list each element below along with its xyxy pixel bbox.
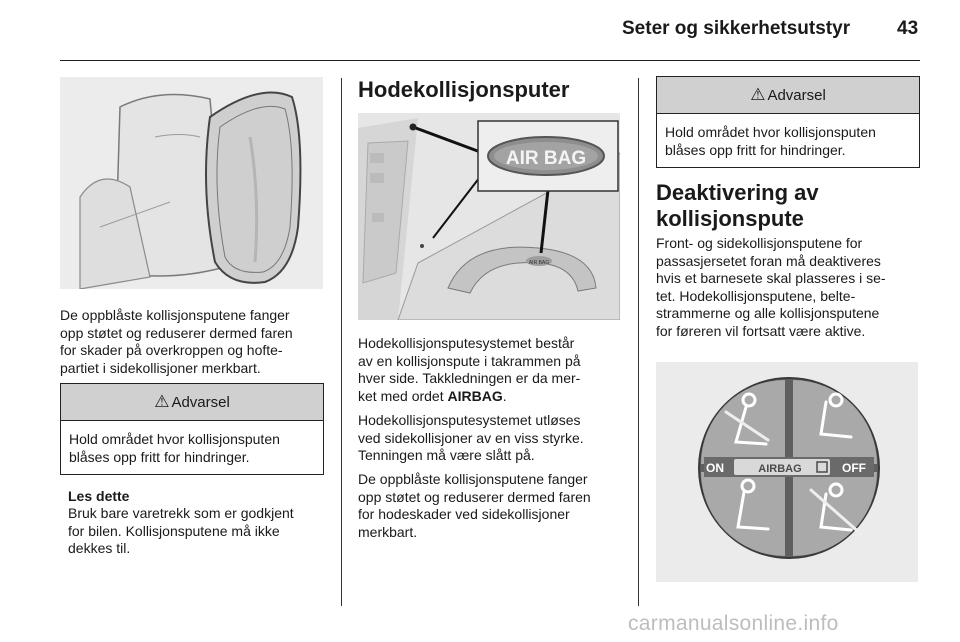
col1-warning-box xyxy=(60,383,324,475)
small-airbag-label: AIR BAG xyxy=(528,260,550,266)
switch-on-label: ON xyxy=(706,461,724,475)
note-title: Les dette xyxy=(68,488,130,504)
head-airbag-heading: Hodekollisjonsputer xyxy=(358,77,570,102)
col2-paragraph-2: Hodekollisjonsputesystemet utløses ved sidekollisjoner av en viss styrke. Tenningen må være slått på. xyxy=(358,412,584,463)
page-header-title: Seter og sikkerhetsutstyr xyxy=(622,18,851,39)
warning-header xyxy=(61,384,323,421)
airbag-switch-figure xyxy=(656,362,918,582)
col2-paragraph-3: De oppblåste kollisjonsputene fanger opp støtet og reduserer dermed faren for hodeskader ved sidekollisjoner merkbart. xyxy=(358,471,591,540)
note-text: Bruk bare varetrekk som er godkjent for bilen. Kollisjonsputene må ikke dekkes til. xyxy=(68,505,294,556)
page-number: 43 xyxy=(897,18,919,39)
header-rule xyxy=(60,60,920,61)
side-airbag-figure xyxy=(60,77,323,289)
col2-paragraph-1: Hodekollisjonsputesystemet består av en kollisjonspute i takrammen på hver side. Takkledningen er da mer- ket med ordet AIRBAG. xyxy=(358,335,581,404)
warning-icon: ⚠ xyxy=(750,85,766,104)
warning-header xyxy=(657,77,919,114)
warning-title: Advarsel xyxy=(767,86,826,104)
warning-text: Hold området hvor kollisjonsputen blåses opp fritt for hindringer. xyxy=(665,124,876,158)
warning-text: Hold området hvor kollisjonsputen blåses opp fritt for hindringer. xyxy=(69,431,280,465)
col3-paragraph: Front- og sidekollisjonsputene for passasjersetet foran må deaktiveres hvis et barnesete skal plasseres i se- tet. Hodekollisjonsputene, belte- strammerne og alle kollisjonsputene for føreren vil fortsatt være aktive. xyxy=(656,235,886,339)
roof-airbag-figure xyxy=(358,113,620,320)
column-divider-2 xyxy=(638,78,639,606)
col3-warning-box xyxy=(656,76,920,168)
deactivation-heading: Deaktivering av kollisjonspute xyxy=(656,180,819,231)
column-divider-1 xyxy=(341,78,342,606)
warning-icon: ⚠ xyxy=(154,392,170,411)
switch-airbag-label: AIRBAG xyxy=(758,463,802,475)
warning-title: Advarsel xyxy=(171,393,230,411)
airbag-badge-label: AIR BAG xyxy=(505,148,587,169)
switch-off-label: OFF xyxy=(842,461,866,475)
watermark: carmanualsonline.info xyxy=(628,612,839,635)
col1-paragraph: De oppblåste kollisjonsputene fanger opp støtet og reduserer dermed faren for skader på overkroppen og hofte- partiet i sidekollisjoner merkbart. xyxy=(60,307,293,376)
